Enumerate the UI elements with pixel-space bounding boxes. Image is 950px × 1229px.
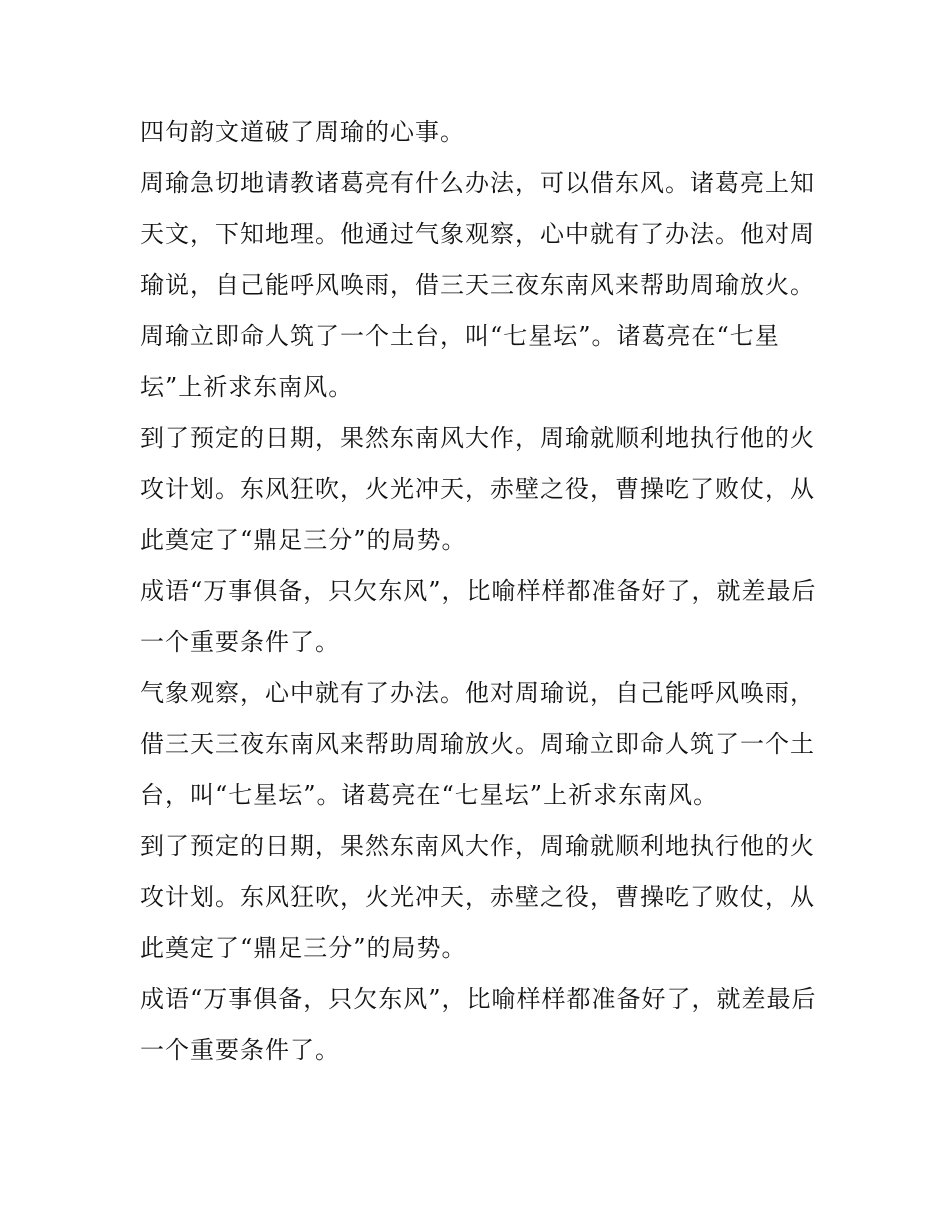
text-line: 借三天三夜东南风来帮助周瑜放火。周瑜立即命人筑了一个土 <box>140 730 815 758</box>
paragraph <box>140 107 818 158</box>
text-line: 到了预定的日期，果然东南风大作，周瑜就顺利地执行他的火 <box>140 832 815 860</box>
text-line: 气象观察，心中就有了办法。他对周瑜说，自己能呼风唤雨， <box>140 679 815 707</box>
document-body <box>140 107 818 1076</box>
text-line: 一个重要条件了。 <box>140 628 340 656</box>
text-line: 攻计划。东风狂吹，火光冲天，赤壁之役，曹操吃了败仗，从 <box>140 475 815 503</box>
text-line: 此奠定了“鼎足三分”的局势。 <box>140 934 467 962</box>
paragraph <box>140 413 818 566</box>
text-line: 台，叫“七星坛”。诸葛亮在“七星坛”上祈求东南风。 <box>140 781 719 809</box>
text-line: 天文，下知地理。他通过气象观察，心中就有了办法。他对周 <box>140 220 815 248</box>
text-line: 攻计划。东风狂吹，火光冲天，赤壁之役，曹操吃了败仗，从 <box>140 883 815 911</box>
text-line: 周瑜急切地请教诸葛亮有什么办法，可以借东风。诸葛亮上知 <box>140 169 815 197</box>
text-line: 一个重要条件了。 <box>140 1036 340 1064</box>
paragraph <box>140 158 818 413</box>
paragraph <box>140 566 818 668</box>
text-line: 此奠定了“鼎足三分”的局势。 <box>140 526 467 554</box>
text-line: 瑜说，自己能呼风唤雨，借三天三夜东南风来帮助周瑜放火。 <box>140 271 815 299</box>
paragraph <box>140 668 818 821</box>
text-line: 到了预定的日期，果然东南风大作，周瑜就顺利地执行他的火 <box>140 424 815 452</box>
text-line: 四句韵文道破了周瑜的心事。 <box>140 118 465 146</box>
paragraph <box>140 821 818 974</box>
text-line: 成语“万事俱备，只欠东风”，比喻样样都准备好了，就差最后 <box>140 577 817 605</box>
text-line: 周瑜立即命人筑了一个土台，叫“七星坛”。诸葛亮在“七星 <box>140 322 780 350</box>
text-line: 坛”上祈求东南风。 <box>140 373 354 401</box>
paragraph <box>140 974 818 1076</box>
text-line: 成语“万事俱备，只欠东风”，比喻样样都准备好了，就差最后 <box>140 985 817 1013</box>
